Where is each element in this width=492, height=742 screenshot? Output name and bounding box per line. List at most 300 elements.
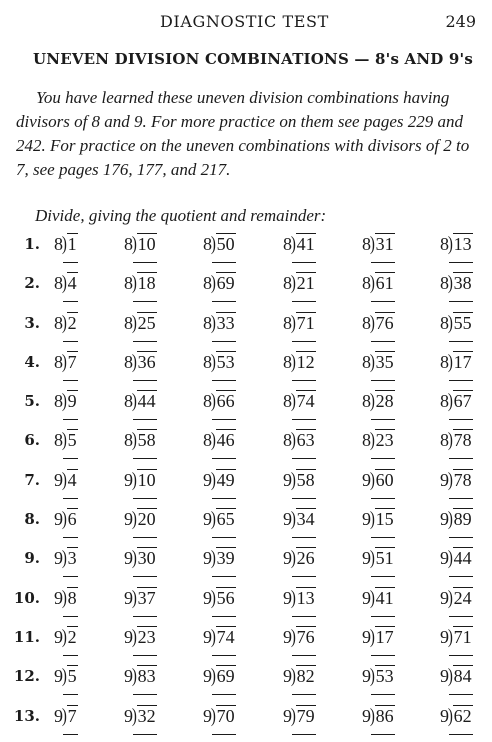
dividend: 23 — [375, 430, 394, 451]
divisor: 8 — [124, 234, 133, 254]
dividend: 5 — [67, 430, 77, 451]
divisor: 9 — [362, 469, 371, 490]
problem-row — [0, 230, 492, 269]
row-number: 5. — [24, 392, 40, 411]
division-bracket-icon: ) — [447, 468, 453, 491]
division-bracket-icon: ) — [447, 547, 453, 570]
dividend: 6 — [67, 509, 77, 530]
division-bracket-icon: ) — [290, 350, 296, 373]
division-problem — [362, 271, 395, 294]
divisor: 8 — [362, 351, 371, 372]
division-problem — [283, 389, 316, 412]
divisor: 9 — [440, 469, 449, 490]
divisor: 9 — [440, 666, 449, 687]
division-problem — [362, 507, 395, 530]
intro-text: You have learned these uneven division combinations having divisors of 8 and 9. For more practice on them see pages 229 and 242. For practice on the uneven combinations with divisors of 2 to 7, see pages 176, 177, and 217. — [16, 88, 470, 179]
division-problem — [440, 311, 473, 334]
divisor: 8 — [124, 391, 133, 412]
dividend: 84 — [453, 666, 472, 687]
division-bracket-icon: ) — [210, 586, 216, 609]
division-problem — [124, 664, 157, 687]
division-problem — [124, 546, 157, 569]
division-bracket-icon: ) — [447, 704, 453, 727]
row-number: 12. — [13, 667, 40, 686]
division-problem — [54, 664, 78, 687]
division-bracket-icon: ) — [131, 390, 137, 413]
division-problem — [283, 350, 316, 373]
division-problem — [203, 546, 236, 569]
division-problem — [54, 507, 78, 530]
divisor: 9 — [283, 626, 292, 647]
dividend: 76 — [375, 312, 394, 333]
division-bracket-icon: ) — [61, 665, 67, 688]
divisor: 9 — [54, 626, 63, 647]
division-bracket-icon: ) — [447, 665, 453, 688]
division-problem — [124, 389, 157, 412]
problem-row — [0, 269, 492, 308]
dividend: 65 — [216, 509, 235, 530]
division-problem — [54, 546, 78, 569]
division-bracket-icon: ) — [61, 547, 67, 570]
division-bracket-icon: ) — [369, 272, 375, 295]
divisor: 9 — [440, 705, 449, 726]
division-problem — [203, 311, 236, 334]
divisor: 8 — [54, 312, 63, 333]
divisor: 9 — [362, 548, 371, 569]
row-number: 13. — [13, 706, 40, 725]
division-problem-grid — [0, 230, 492, 741]
division-bracket-icon: ) — [210, 468, 216, 491]
divisor: 9 — [440, 587, 449, 608]
division-problem — [362, 546, 395, 569]
divisor: 8 — [283, 234, 292, 254]
dividend: 31 — [375, 234, 394, 254]
dividend: 23 — [137, 626, 156, 647]
divisor: 8 — [54, 234, 63, 254]
divisor: 8 — [54, 391, 63, 412]
divisor: 8 — [54, 430, 63, 451]
dividend: 12 — [296, 351, 315, 372]
dividend: 13 — [296, 587, 315, 608]
division-bracket-icon: ) — [369, 704, 375, 727]
division-problem — [440, 704, 473, 727]
division-problem — [362, 625, 395, 648]
division-problem — [54, 311, 78, 334]
dividend: 53 — [216, 351, 235, 372]
divisor: 9 — [54, 587, 63, 608]
divisor: 9 — [54, 705, 63, 726]
dividend: 51 — [375, 548, 394, 569]
dividend: 83 — [137, 666, 156, 687]
dividend: 20 — [137, 509, 156, 530]
division-bracket-icon: ) — [61, 272, 67, 295]
division-problem — [124, 271, 157, 294]
divisor: 8 — [362, 273, 371, 294]
divisor: 9 — [203, 548, 212, 569]
division-problem — [54, 704, 78, 727]
division-problem — [54, 271, 78, 294]
division-bracket-icon: ) — [61, 350, 67, 373]
intro-paragraph — [16, 86, 482, 182]
division-bracket-icon: ) — [210, 547, 216, 570]
divisor: 9 — [362, 626, 371, 647]
divisor: 8 — [203, 430, 212, 451]
dividend: 18 — [137, 273, 156, 294]
divisor: 8 — [362, 234, 371, 254]
divisor: 9 — [54, 666, 63, 687]
division-bracket-icon: ) — [290, 468, 296, 491]
division-problem — [54, 625, 78, 648]
divisor: 9 — [54, 469, 63, 490]
division-problem — [203, 428, 236, 451]
division-bracket-icon: ) — [61, 311, 67, 334]
division-bracket-icon: ) — [210, 665, 216, 688]
division-problem — [203, 232, 236, 255]
dividend: 74 — [296, 391, 315, 412]
division-bracket-icon: ) — [210, 233, 216, 255]
divisor: 9 — [124, 548, 133, 569]
division-bracket-icon: ) — [61, 586, 67, 609]
dividend: 37 — [137, 587, 156, 608]
division-bracket-icon: ) — [447, 508, 453, 531]
dividend: 56 — [216, 587, 235, 608]
division-bracket-icon: ) — [290, 508, 296, 531]
division-problem — [283, 546, 316, 569]
row-number: 1. — [24, 235, 40, 253]
row-number: 7. — [24, 470, 40, 489]
divisor: 9 — [124, 469, 133, 490]
division-problem — [440, 625, 473, 648]
row-number: 2. — [24, 274, 40, 293]
dividend: 32 — [137, 705, 156, 726]
dividend: 71 — [453, 626, 472, 647]
dividend: 2 — [67, 312, 77, 333]
dividend: 7 — [67, 351, 77, 372]
problem-row — [0, 505, 492, 544]
division-bracket-icon: ) — [369, 233, 375, 255]
division-bracket-icon: ) — [131, 547, 137, 570]
division-problem — [124, 586, 157, 609]
row-number: 6. — [24, 431, 40, 450]
divisor: 8 — [440, 430, 449, 451]
division-problem — [283, 507, 316, 530]
divisor: 8 — [283, 391, 292, 412]
division-bracket-icon: ) — [447, 233, 453, 255]
problem-row — [0, 702, 492, 741]
division-bracket-icon: ) — [210, 311, 216, 334]
divisor: 8 — [203, 234, 212, 254]
division-problem — [124, 428, 157, 451]
division-problem — [362, 586, 395, 609]
divisor: 8 — [440, 351, 449, 372]
problem-row — [0, 309, 492, 348]
division-bracket-icon: ) — [210, 625, 216, 648]
division-bracket-icon: ) — [447, 586, 453, 609]
division-bracket-icon: ) — [131, 350, 137, 373]
running-head — [0, 12, 492, 32]
divisor: 9 — [203, 705, 212, 726]
division-problem — [440, 664, 473, 687]
divisor: 9 — [203, 509, 212, 530]
division-bracket-icon: ) — [131, 586, 137, 609]
division-bracket-icon: ) — [369, 468, 375, 491]
divisor: 9 — [203, 587, 212, 608]
division-bracket-icon: ) — [131, 704, 137, 727]
division-bracket-icon: ) — [447, 350, 453, 373]
division-problem — [54, 428, 78, 451]
section-title: UNEVEN DIVISION COMBINATIONS — 8's AND 9's — [33, 50, 473, 68]
dividend: 78 — [453, 430, 472, 451]
division-problem — [362, 704, 395, 727]
division-bracket-icon: ) — [290, 311, 296, 334]
division-problem — [203, 586, 236, 609]
dividend: 69 — [216, 666, 235, 687]
division-problem — [440, 586, 473, 609]
divisor: 9 — [283, 469, 292, 490]
divisor: 9 — [362, 509, 371, 530]
division-bracket-icon: ) — [61, 429, 67, 452]
divisor: 9 — [124, 666, 133, 687]
dividend: 55 — [453, 312, 472, 333]
division-bracket-icon: ) — [447, 429, 453, 452]
dividend: 62 — [453, 705, 472, 726]
divisor: 8 — [283, 430, 292, 451]
dividend: 58 — [296, 469, 315, 490]
dividend: 13 — [453, 234, 472, 254]
dividend: 89 — [453, 509, 472, 530]
divisor: 8 — [362, 430, 371, 451]
divisor: 9 — [124, 587, 133, 608]
problem-row — [0, 584, 492, 623]
dividend: 78 — [453, 469, 472, 490]
division-bracket-icon: ) — [369, 586, 375, 609]
division-problem — [203, 468, 236, 491]
division-bracket-icon: ) — [369, 547, 375, 570]
division-bracket-icon: ) — [210, 508, 216, 531]
division-problem — [440, 350, 473, 373]
division-bracket-icon: ) — [447, 272, 453, 295]
divisor: 8 — [203, 391, 212, 412]
division-bracket-icon: ) — [369, 429, 375, 452]
dividend: 60 — [375, 469, 394, 490]
division-problem — [362, 232, 395, 255]
division-problem — [440, 468, 473, 491]
dividend: 5 — [67, 666, 77, 687]
division-bracket-icon: ) — [61, 233, 67, 255]
divisor: 9 — [440, 548, 449, 569]
division-bracket-icon: ) — [290, 390, 296, 413]
divisor: 9 — [283, 705, 292, 726]
division-problem — [54, 586, 78, 609]
division-problem — [440, 232, 473, 255]
dividend: 25 — [137, 312, 156, 333]
division-problem — [203, 704, 236, 727]
divisor: 9 — [283, 548, 292, 569]
dividend: 53 — [375, 666, 394, 687]
problem-row — [0, 387, 492, 426]
division-bracket-icon: ) — [290, 586, 296, 609]
divisor: 9 — [362, 587, 371, 608]
division-problem — [124, 468, 157, 491]
division-problem — [283, 271, 316, 294]
dividend: 50 — [216, 234, 235, 254]
divisor: 9 — [283, 666, 292, 687]
division-bracket-icon: ) — [210, 429, 216, 452]
row-number: 11. — [13, 627, 40, 646]
dividend: 7 — [67, 705, 77, 726]
division-problem — [54, 350, 78, 373]
division-bracket-icon: ) — [290, 704, 296, 727]
dividend: 2 — [67, 626, 77, 647]
division-bracket-icon: ) — [290, 547, 296, 570]
dividend: 79 — [296, 705, 315, 726]
division-problem — [54, 468, 78, 491]
problem-row — [0, 544, 492, 583]
dividend: 17 — [453, 351, 472, 372]
dividend: 41 — [296, 234, 315, 254]
row-number: 4. — [24, 352, 40, 371]
problem-row — [0, 348, 492, 387]
division-bracket-icon: ) — [131, 311, 137, 334]
division-bracket-icon: ) — [131, 625, 137, 648]
division-bracket-icon: ) — [61, 508, 67, 531]
divisor: 9 — [124, 705, 133, 726]
division-bracket-icon: ) — [447, 311, 453, 334]
dividend: 30 — [137, 548, 156, 569]
division-problem — [203, 350, 236, 373]
division-bracket-icon: ) — [131, 508, 137, 531]
divisor: 8 — [440, 234, 449, 254]
page-number: 249 — [445, 12, 476, 31]
divisor: 8 — [440, 391, 449, 412]
division-problem — [440, 428, 473, 451]
division-bracket-icon: ) — [369, 665, 375, 688]
dividend: 3 — [67, 548, 77, 569]
division-problem — [203, 625, 236, 648]
divisor: 9 — [203, 469, 212, 490]
divisor: 8 — [124, 351, 133, 372]
running-title: DIAGNOSTIC TEST — [160, 12, 329, 31]
divisor: 8 — [440, 273, 449, 294]
dividend: 44 — [453, 548, 472, 569]
division-bracket-icon: ) — [210, 350, 216, 373]
division-bracket-icon: ) — [61, 390, 67, 413]
divisor: 9 — [203, 666, 212, 687]
division-problem — [283, 428, 316, 451]
dividend: 82 — [296, 666, 315, 687]
division-bracket-icon: ) — [131, 429, 137, 452]
dividend: 70 — [216, 705, 235, 726]
division-bracket-icon: ) — [210, 272, 216, 295]
dividend: 21 — [296, 273, 315, 294]
dividend: 71 — [296, 312, 315, 333]
division-problem — [124, 704, 157, 727]
divisor: 9 — [54, 509, 63, 530]
division-problem — [362, 350, 395, 373]
division-problem — [203, 271, 236, 294]
row-number: 9. — [24, 549, 40, 568]
division-problem — [203, 389, 236, 412]
divisor: 9 — [54, 548, 63, 569]
divisor: 8 — [362, 391, 371, 412]
dividend: 4 — [67, 469, 77, 490]
dividend: 4 — [67, 273, 77, 294]
dividend: 66 — [216, 391, 235, 412]
dividend: 74 — [216, 626, 235, 647]
division-bracket-icon: ) — [210, 390, 216, 413]
divisor: 8 — [54, 351, 63, 372]
division-bracket-icon: ) — [61, 704, 67, 727]
division-bracket-icon: ) — [210, 704, 216, 727]
problem-row — [0, 466, 492, 505]
division-bracket-icon: ) — [131, 665, 137, 688]
dividend: 46 — [216, 430, 235, 451]
division-problem — [124, 311, 157, 334]
division-problem — [203, 664, 236, 687]
division-problem — [440, 546, 473, 569]
division-bracket-icon: ) — [369, 350, 375, 373]
row-number: 3. — [24, 313, 40, 332]
dividend: 34 — [296, 509, 315, 530]
instruction-text: Divide, giving the quotient and remainder: — [35, 206, 327, 225]
row-number: 10. — [13, 588, 40, 607]
dividend: 28 — [375, 391, 394, 412]
division-bracket-icon: ) — [290, 233, 296, 255]
dividend: 69 — [216, 273, 235, 294]
division-bracket-icon: ) — [369, 390, 375, 413]
divisor: 8 — [124, 273, 133, 294]
dividend: 61 — [375, 273, 394, 294]
dividend: 10 — [137, 234, 156, 254]
division-bracket-icon: ) — [131, 272, 137, 295]
division-problem — [362, 468, 395, 491]
division-bracket-icon: ) — [290, 429, 296, 452]
divisor: 9 — [124, 509, 133, 530]
divisor: 8 — [440, 312, 449, 333]
divisor: 8 — [124, 430, 133, 451]
division-bracket-icon: ) — [290, 665, 296, 688]
dividend: 49 — [216, 469, 235, 490]
problem-row — [0, 662, 492, 701]
divisor: 8 — [362, 312, 371, 333]
divisor: 9 — [203, 626, 212, 647]
division-problem — [440, 389, 473, 412]
division-bracket-icon: ) — [131, 233, 137, 255]
problem-row — [0, 426, 492, 465]
dividend: 76 — [296, 626, 315, 647]
division-problem — [440, 271, 473, 294]
dividend: 38 — [453, 273, 472, 294]
dividend: 15 — [375, 509, 394, 530]
division-problem — [283, 232, 316, 255]
row-number: 8. — [24, 510, 40, 529]
division-problem — [362, 389, 395, 412]
dividend: 1 — [67, 234, 77, 254]
dividend: 26 — [296, 548, 315, 569]
dividend: 33 — [216, 312, 235, 333]
division-problem — [54, 232, 78, 255]
divisor: 9 — [124, 626, 133, 647]
division-problem — [283, 468, 316, 491]
divisor: 9 — [440, 626, 449, 647]
division-problem — [124, 232, 157, 255]
divisor: 9 — [283, 587, 292, 608]
divisor: 9 — [362, 666, 371, 687]
division-bracket-icon: ) — [369, 311, 375, 334]
divisor: 9 — [440, 509, 449, 530]
divisor: 9 — [283, 509, 292, 530]
division-bracket-icon: ) — [61, 468, 67, 491]
